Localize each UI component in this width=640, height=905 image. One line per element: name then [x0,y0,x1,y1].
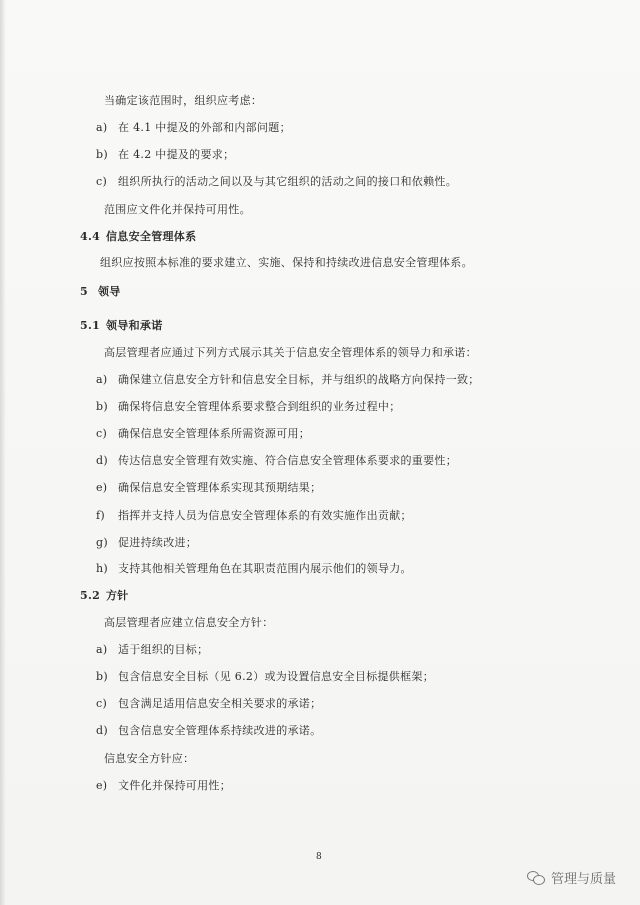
scan-edge-shadow [0,0,6,905]
section-title: 领导和承诺 [106,319,163,332]
list-item [96,454,457,468]
section-number: 5 [80,285,88,298]
list-item [96,724,321,738]
list-item-text: 包含信息安全管理体系持续改进的承诺。 [118,724,322,737]
list-item [96,697,321,711]
list-marker: a) [96,373,108,386]
list-marker: b) [96,400,108,413]
source-watermark [527,868,616,887]
list-marker: g) [96,536,108,549]
paragraph: 组织应按照本标准的要求建立、实施、保持和持续改进信息安全管理体系。 [100,256,473,269]
section-title: 方针 [106,589,129,602]
list-item-text: 在 4.2 中提及的要求； [118,148,235,161]
watermark-text: 管理与质量 [550,872,616,887]
section-heading-4-4 [80,230,196,244]
list-item [96,509,412,523]
list-item-text: 确保将信息安全管理体系要求整合到组织的业务过程中； [118,400,401,413]
paragraph: 高层管理者应建立信息安全方针： [104,616,274,629]
list-item-text: 确保建立信息安全方针和信息安全目标，并与组织的战略方向保持一致； [118,373,480,386]
list-item-text: 确保信息安全管理体系所需资源可用； [118,427,311,440]
list-item-text: 指挥并支持人员为信息安全管理体系的有效实施作出贡献； [118,509,412,522]
list-item [96,148,234,162]
section-number: 4.4 [80,230,101,243]
section-title: 领导 [98,285,121,298]
list-item-text: 确保信息安全管理体系实现其预期结果； [118,481,322,494]
list-marker: d) [96,454,108,467]
list-marker: c) [96,427,108,440]
list-item [96,427,310,441]
section-number: 5.1 [80,319,101,332]
list-item [96,400,401,414]
list-marker: d) [96,724,108,737]
list-item-text: 组织所执行的活动之间以及与其它组织的活动之间的接口和依赖性。 [118,175,457,188]
list-item [96,536,197,550]
list-marker: e) [96,779,108,792]
list-item [96,562,412,576]
list-item-text: 在 4.1 中提及的外部和内部问题； [118,121,291,134]
list-item [96,121,291,135]
paragraph: 高层管理者应通过下列方式展示其关于信息安全管理体系的领导力和承诺： [104,346,477,359]
list-item-text: 包含满足适用信息安全相关要求的承诺； [118,697,322,710]
list-item-text: 传达信息安全管理有效实施、符合信息安全管理体系要求的重要性； [118,454,457,467]
list-marker: b) [96,670,108,683]
list-marker: f) [96,509,105,522]
list-item [96,175,457,189]
list-item-text: 包含信息安全目标（见 6.2）或为设置信息安全目标提供框架； [118,670,434,683]
wechat-icon [527,871,545,885]
list-item-text: 支持其他相关管理角色在其职责范围内展示他们的领导力。 [118,562,412,575]
section-heading-5-1 [80,319,163,333]
section-heading-5-2 [80,589,129,603]
list-marker: c) [96,175,108,188]
page-number: 8 [316,852,322,862]
list-item [96,481,321,495]
list-marker: a) [96,121,108,134]
section-heading-5 [80,285,121,299]
section-number: 5.2 [80,589,101,602]
section-title: 信息安全管理体系 [106,230,197,243]
list-item-text: 促进持续改进； [118,536,198,549]
list-marker: h) [96,562,108,575]
list-marker: a) [96,643,108,656]
scope-consideration-intro: 当确定该范围时，组织应考虑： [104,94,263,107]
list-marker: e) [96,481,108,494]
list-item [96,670,434,684]
list-item-text: 适于组织的目标； [118,643,209,656]
list-item [96,373,480,387]
paragraph: 信息安全方针应： [104,752,195,765]
list-item [96,643,208,657]
list-item [96,779,231,793]
list-marker: c) [96,697,108,710]
list-item-text: 文件化并保持可用性； [118,779,231,792]
list-marker: b) [96,148,108,161]
paragraph: 范围应文件化并保持可用性。 [104,203,251,216]
